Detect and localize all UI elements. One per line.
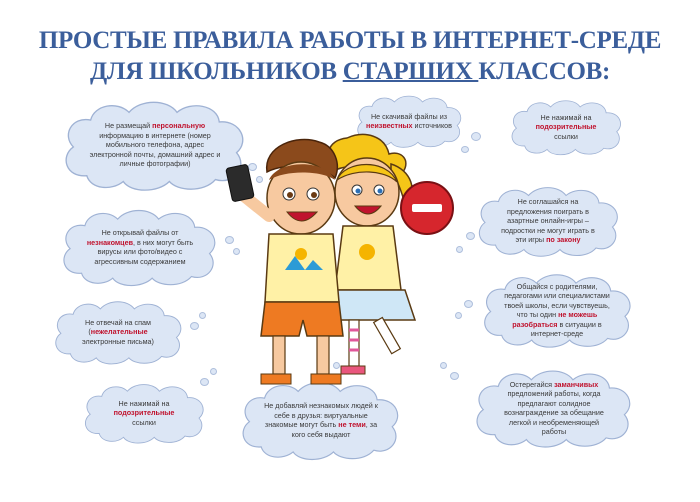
- cloud-text: Не соглашайся на предложения поиграть в азартные онлайн-игры – подростки не могут играть в эти игры по закону: [501, 197, 595, 245]
- subtitle-part-2: КЛАССОВ:: [478, 58, 611, 85]
- highlight-word: подозрительные: [113, 408, 175, 418]
- cloud-links-top: [507, 95, 625, 159]
- highlight-word: неизвестных: [366, 121, 413, 130]
- cloud-text: Не размещай персональную информацию в интернете (номер мобильного телефона, адрес электронной почты, домашний адрес и личные фотографии): [89, 121, 221, 169]
- cloud-text: Не нажимай на подозрительные ссылки: [113, 398, 175, 427]
- kids-selfie-illustration: [215, 130, 465, 400]
- cloud-text: Не нажимай на подозрительные ссылки: [535, 112, 597, 141]
- cloud-rewards: [470, 364, 636, 452]
- highlight-word: подозрительные: [535, 122, 597, 132]
- cloud-links-bottom: [80, 380, 208, 446]
- subtitle-underlined: СТАРШИХ: [342, 58, 479, 85]
- thought-bubble: [199, 312, 206, 319]
- cloud-text: Не отвечай на спам (нежелательные электронные письма): [82, 317, 154, 346]
- highlight-word: незнакомцев: [86, 237, 134, 247]
- page-subtitle: [0, 58, 700, 86]
- highlight-word: заманчивых: [554, 379, 599, 389]
- cloud-spam: [48, 298, 188, 366]
- cloud-text: Не добавляй незнакомых людей к себе в друзья: виртуальные знакомые могут быть не теми, за кого себя выдают: [264, 401, 378, 439]
- thought-bubble: [464, 300, 473, 308]
- cloud-text: Общайся с родителями, педагогами или специалистами твоей школы, если чувствуешь, что ты один не можешь разобраться в ситуации в интернет-среде: [504, 281, 610, 338]
- highlight-word: не теми: [338, 420, 366, 429]
- cloud-files: [55, 206, 223, 288]
- cloud-parents: [478, 265, 636, 355]
- kids-illustration-svg: [215, 130, 465, 400]
- cloud-text: Не открывай файлы от незнакомцев, в них могут быть вирусы или фото/видео с агрессивным содержанием: [86, 228, 194, 266]
- cloud-gambling: [473, 180, 623, 262]
- cloud-text: Остерегайся заманчивых предложений работы, когда предлагают солидное вознаграждение за обещание легкой и необременяющей работы: [504, 379, 604, 436]
- highlight-word: нежелательные: [90, 327, 148, 337]
- thought-bubble: [200, 378, 209, 386]
- subtitle-part-1: ДЛЯ ШКОЛЬНИКОВ: [89, 58, 343, 85]
- highlight-word: не можешь разобраться: [512, 310, 598, 329]
- thought-bubble: [471, 132, 481, 141]
- thought-bubble: [190, 322, 199, 330]
- thought-bubble: [466, 232, 475, 240]
- cloud-text: Не скачивай файлы из неизвестных источников: [366, 111, 452, 130]
- highlight-word: персональную: [152, 121, 206, 131]
- page-title: ПРОСТЫЕ ПРАВИЛА РАБОТЫ В ИНТЕРНЕТ-СРЕДЕ: [38, 27, 662, 54]
- highlight-word: по закону: [546, 235, 581, 245]
